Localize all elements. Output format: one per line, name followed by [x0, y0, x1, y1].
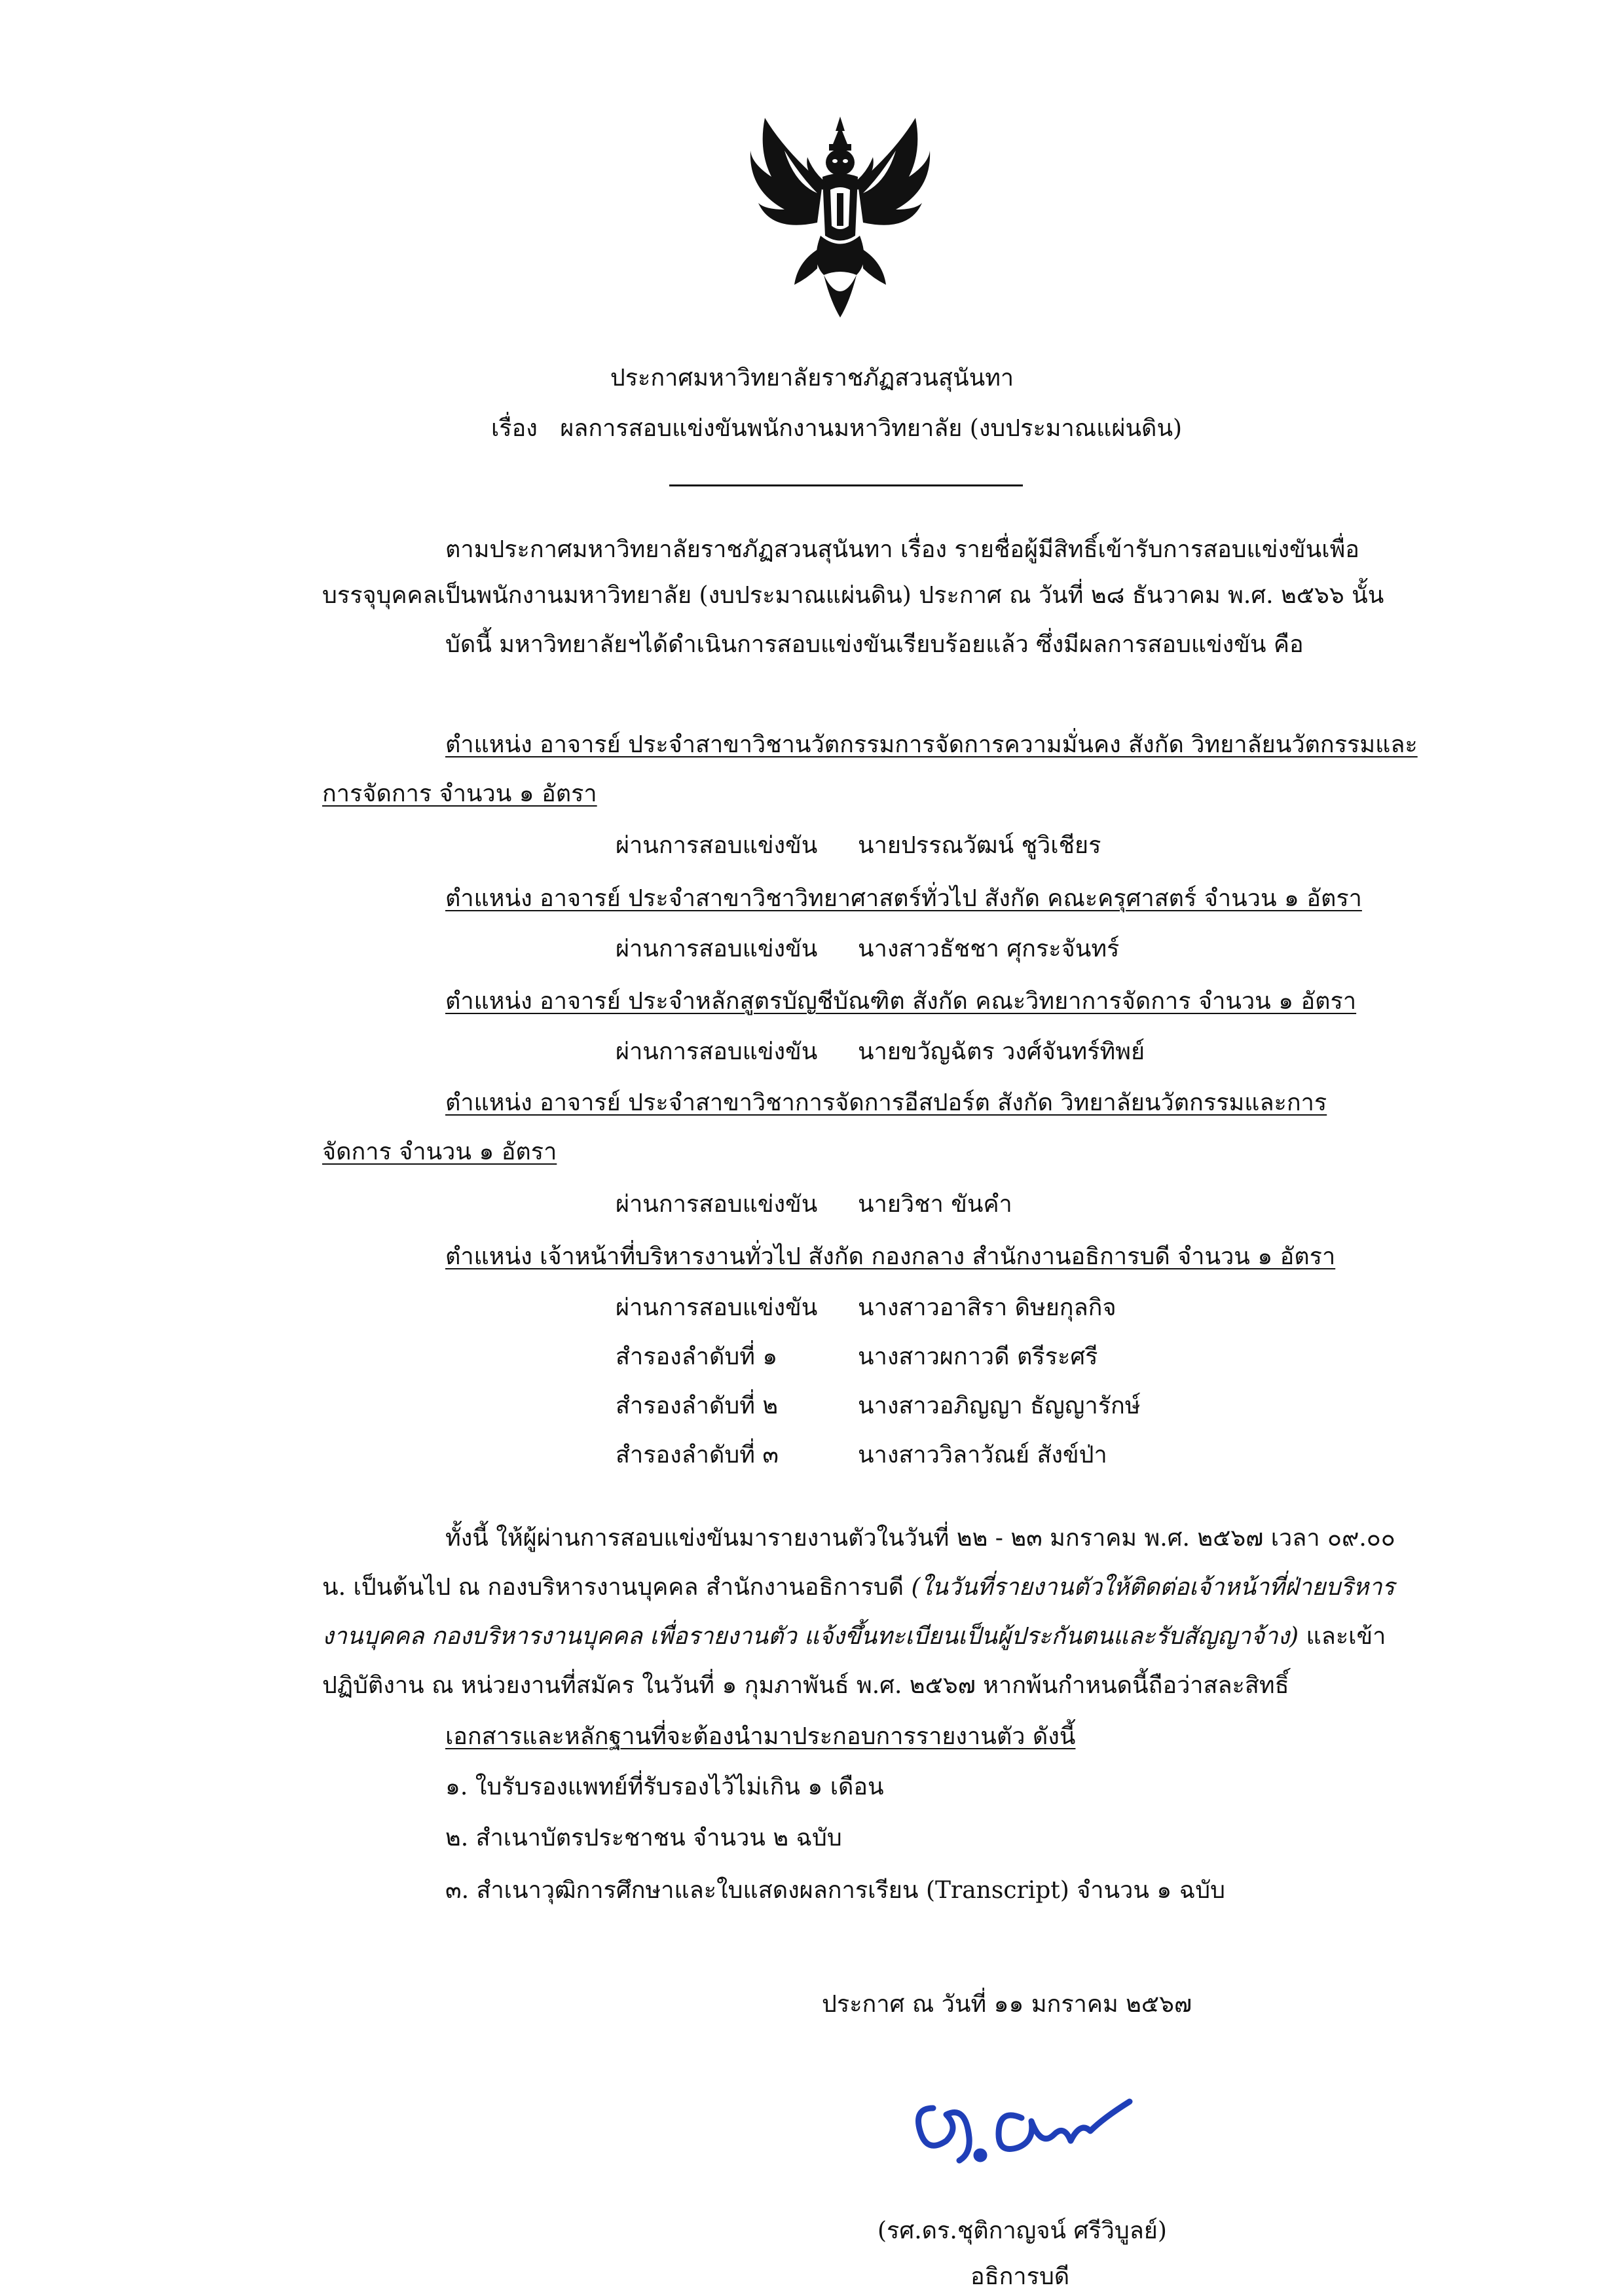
report-line-3 [322, 1617, 1386, 1654]
signature-image [907, 2082, 1143, 2180]
result-name: นายปรรณวัฒน์ ชูวิเชียร [858, 832, 1101, 859]
document-item: ๒. สำเนาบัตรประชาชน จำนวน ๒ ฉบับ [445, 1825, 842, 1851]
announcement-subject [491, 409, 1182, 446]
position-3-title: ตำแหน่ง อาจารย์ ประจำหลักสูตรบัญชีบัณฑิต สังกัด คณะวิทยาการจัดการ จำนวน ๑ อัตรา [445, 988, 1357, 1015]
result-name: นางสาววิลาวัณย์ สังข์ป่า [858, 1442, 1107, 1468]
result-name: นางสาวธัชชา ศุกระจันทร์ [858, 936, 1120, 962]
result-label: สำรองลำดับที่ ๑ [616, 1343, 778, 1370]
report-line-3-italic: งานบุคคล กองบริหารงานบุคคล เพื่อรายงานตัว แจ้งขึ้นทะเบียนเป็นผู้ประกันตนและรับสัญญาจ้าง) [322, 1623, 1299, 1650]
result-name: นางสาวผกาวดี ตรีระศรี [858, 1343, 1098, 1370]
document-item: ๓. สำเนาวุฒิการศึกษาและใบแสดงผลการเรียน (Transcript) จำนวน ๑ ฉบับ [445, 1877, 1225, 1904]
signer-name: (รศ.ดร.ชุติกาญจน์ ศรีวิบูลย์) [877, 2217, 1167, 2244]
intro-line-1: ตามประกาศมหาวิทยาลัยราชภัฏสวนสุนันทา เรื่อง รายชื่อผู้มีสิทธิ์เข้ารับการสอบแข่งขันเพื่อ [445, 536, 1359, 563]
report-line-4: ปฏิบัติงาน ณ หน่วยงานที่สมัคร ในวันที่ ๑ กุมภาพันธ์ พ.ศ. ๒๕๖๗ หากพ้นกำหนดนี้ถือว่าสละสิทธิ์ [322, 1672, 1289, 1699]
result-label: สำรองลำดับที่ ๓ [616, 1442, 779, 1468]
result-label: ผ่านการสอบแข่งขัน [616, 936, 818, 962]
intro-line-2: บรรจุบุคคลเป็นพนักงานมหาวิทยาลัย (งบประมาณแผ่นดิน) ประกาศ ณ วันที่ ๒๘ ธันวาคม พ.ศ. ๒๕๖๖ นั้น [322, 582, 1384, 609]
result-name: นางสาวอาสิรา ดิษยกุลกิจ [858, 1294, 1116, 1321]
report-line-2-text: น. เป็นต้นไป ณ กองบริหารงานบุคคล สำนักงานอธิการบดี [322, 1574, 912, 1601]
announcement-date: ประกาศ ณ วันที่ ๑๑ มกราคม ๒๕๖๗ [822, 1991, 1192, 2018]
position-1-title-cont: การจัดการ จำนวน ๑ อัตรา [322, 780, 597, 807]
intro-line-3: บัดนี้ มหาวิทยาลัยฯได้ดำเนินการสอบแข่งขันเรียบร้อยแล้ว ซึ่งมีผลการสอบแข่งขัน คือ [445, 631, 1304, 658]
report-line-2-italic: (ในวันที่รายงานตัวให้ติดต่อเจ้าหน้าที่ฝ่ายบริหาร [911, 1574, 1395, 1601]
subject-text: ผลการสอบแข่งขันพนักงานมหาวิทยาลัย (งบประมาณแผ่นดิน) [560, 415, 1183, 442]
result-label: ผ่านการสอบแข่งขัน [616, 1294, 818, 1321]
subject-label: เรื่อง [491, 415, 538, 442]
result-label: ผ่านการสอบแข่งขัน [616, 1038, 818, 1065]
result-label: ผ่านการสอบแข่งขัน [616, 1191, 818, 1218]
result-name: นางสาวอภิญญา ธัญญารักษ์ [858, 1393, 1141, 1419]
position-4-title-cont: จัดการ จำนวน ๑ อัตรา [322, 1139, 557, 1165]
document-item: ๑. ใบรับรองแพทย์ที่รับรองไว้ไม่เกิน ๑ เดือน [445, 1774, 884, 1800]
garuda-emblem-icon [745, 111, 935, 321]
position-1-title: ตำแหน่ง อาจารย์ ประจำสาขาวิชานวัตกรรมการจัดการความมั่นคง สังกัด วิทยาลัยนวัตกรรมและ [445, 731, 1418, 758]
position-4-title: ตำแหน่ง อาจารย์ ประจำสาขาวิชาการจัดการอีสปอร์ต สังกัด วิทยาลัยนวัตกรรมและการ [445, 1089, 1327, 1116]
documents-heading: เอกสารและหลักฐานที่จะต้องนำมาประกอบการรายงานตัว ดังนี้ [445, 1723, 1076, 1750]
result-name: นายขวัญฉัตร วงศ์จันทร์ทิพย์ [858, 1038, 1145, 1065]
result-name: นายวิชา ขันคำ [858, 1191, 1012, 1218]
announcement-title: ประกาศมหาวิทยาลัยราชภัฏสวนสุนันทา [610, 365, 1014, 392]
report-line-1: ทั้งนี้ ให้ผู้ผ่านการสอบแข่งขันมารายงานตัวในวันที่ ๒๒ - ๒๓ มกราคม พ.ศ. ๒๕๖๗ เวลา ๐๙.๐๐ [445, 1525, 1395, 1552]
title-divider [669, 484, 1023, 486]
signer-title: อธิการบดี [970, 2263, 1070, 2290]
position-5-title: ตำแหน่ง เจ้าหน้าที่บริหารงานทั่วไป สังกัด กองกลาง สำนักงานอธิการบดี จำนวน ๑ อัตรา [445, 1243, 1336, 1270]
report-line-2 [322, 1568, 1395, 1605]
report-line-3-text: และเข้า [1299, 1623, 1386, 1650]
result-label: สำรองลำดับที่ ๒ [616, 1393, 779, 1419]
result-label: ผ่านการสอบแข่งขัน [616, 832, 818, 859]
position-2-title: ตำแหน่ง อาจารย์ ประจำสาขาวิชาวิทยาศาสตร์ทั่วไป สังกัด คณะครุศาสตร์ จำนวน ๑ อัตรา [445, 885, 1362, 912]
